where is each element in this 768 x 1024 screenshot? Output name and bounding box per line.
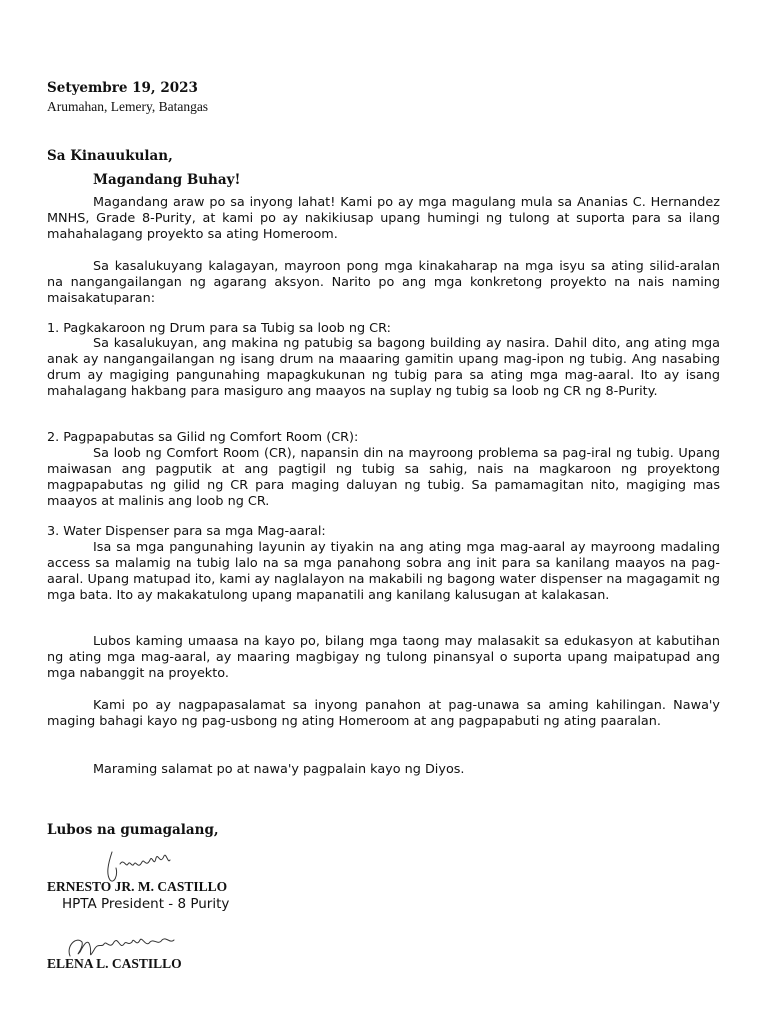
paragraph-blessing: Maraming salamat po at nawa'y pagpalain kayo ng Diyos. [93, 762, 465, 777]
paragraph-appeal: Lubos kaming umaasa na kayo po, bilang mga taong may malasakit sa edukasyon at kabutihan ng ating mga mag-aaral, ay maaring magbigay ng tulong pinansyal o suporta upang maipatupad ang mga nabanggit na proyekto. [47, 634, 720, 681]
signatory-name-1: ERNESTO JR. M. CASTILLO [47, 879, 228, 894]
signatory-name-2: ELENA L. CASTILLO [47, 956, 182, 971]
project-heading-1: 1. Pagkakaroon ng Drum para sa Tubig sa loob ng CR: [47, 321, 391, 336]
project-heading-3: 3. Water Dispenser para sa mga Mag-aaral: [47, 524, 326, 539]
project-text-2: Sa loob ng Comfort Room (CR), napansin din na mayroong problema sa pag-iral ng tubig. Upang maiwasan ang pagputik at ang pagtigil ng tubig sa sahig, nais na magkaroon ng proyektong magpapabutas ng gilid ng CR para maging daluyan ng tubig. Sa pamamagitan nito, magiging mas maayos at malinis ang loob ng CR. [47, 446, 720, 509]
paragraph-context: Sa kasalukuyang kalagayan, mayroon pong mga kinakaharap na mga isyu sa ating silid-aralan na nangangailangan ng agarang aksyon. Narito po ang mga konkretong proyekto na nais naming maisakatuparan: [47, 259, 720, 306]
letter-date: Setyembre 19, 2023 [47, 80, 198, 96]
project-text-3: Isa sa mga pangunahing layunin ay tiyakin na ang ating mga mag-aaral ay mayroong madaling access sa malamig na tubig lalo na sa mga panahong sobra ang init para sa kanilang maayos na pag-aaral. Upang matupad ito, kami ay naglalayon na makabili ng bagong water dispenser na magagamit ng mga bata. Ito ay makakatulong upang mapanatili ang kanilang kalusugan at kalakasan. [47, 540, 720, 603]
signatory-role-1: HPTA President - 8 Purity [62, 896, 230, 912]
paragraph-thanks: Kami po ay nagpapasalamat sa inyong panahon at pag-unawa sa aming kahilingan. Nawa'y maging bahagi kayo ng pag-usbong ng ating Homeroom at ang pagpapabuti ng ating paaralan. [47, 698, 720, 729]
closing-phrase: Lubos na gumagalang, [47, 822, 219, 838]
paragraph-intro: Magandang araw po sa inyong lahat! Kami po ay mga magulang mula sa Ananias C. Hernandez MNHS, Grade 8-Purity, at kami po ay nakikiusap upang humingi ng tulong at suporta para sa ilang mahahalagang proyekto sa ating Homeroom. [47, 195, 720, 242]
project-heading-2: 2. Pagpapabutas sa Gilid ng Comfort Room (CR): [47, 430, 359, 445]
project-text-1: Sa kasalukuyan, ang makina ng patubig sa bagong building ay nasira. Dahil dito, ang ating mga anak ay nangangailangan ng isang drum na maaaring gamitin upang mag-ipon ng tubig. Ang nasabing drum ay magiging pangunahing mapagkukunan ng tubig para sa ating mga mag-aaral. Ito ay isang mahalagang hakbang para masiguro ang maayos na suplay ng tubig sa loob ng CR ng 8-Purity. [47, 336, 720, 399]
letter-place: Arumahan, Lemery, Batangas [47, 99, 209, 114]
greeting: Magandang Buhay! [93, 172, 241, 188]
salutation: Sa Kinauukulan, [47, 148, 173, 164]
